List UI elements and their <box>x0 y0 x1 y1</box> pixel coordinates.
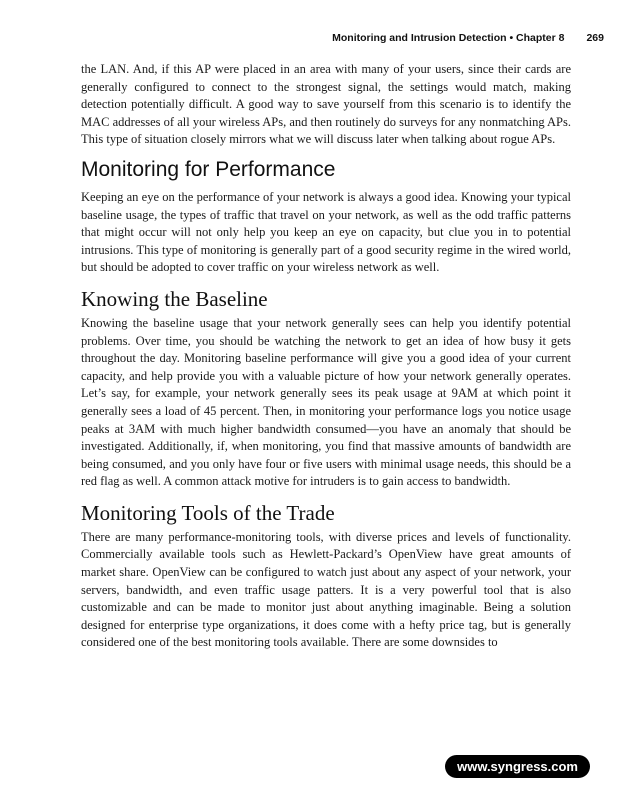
baseline-paragraph: Knowing the baseline usage that your network generally sees can help you identify potential problems. Over time, you should be watching the network to get an idea of how busy it gets throughout the day. Monitoring baseline performance will give you a good idea of your current capacity, and help provide you with a valuable picture of how your network generally operates. Let’s say, for example, your network generally sees its peak usage at 9AM at which point it generally sees a load of 45 percent. Then, in monitoring your performance logs you notice usage peaks at 3AM with much higher bandwidth consumed—you have an anomaly that should be investigated. Additionally, if, when monitoring, you find that massive amounts of bandwidth are being consumed, and you only have four or five users with minimal usage needs, this should be a red flag as well. A common attack motive for intruders is to gain access to bandwidth. <box>81 315 571 489</box>
heading-monitoring-tools: Monitoring Tools of the Trade <box>81 500 335 525</box>
website-url-badge: www.syngress.com <box>445 755 590 778</box>
page-body <box>81 61 571 652</box>
running-head <box>332 32 604 44</box>
tools-paragraph: There are many performance-monitoring tools, with diverse prices and levels of functionality. Commercially available tools such as Hewlett-Packard’s OpenView have great amounts of market share. OpenView can be configured to watch just about any aspect of your network, your servers, bandwidth, and even traffic usage patters. It is a very powerful tool that is also customizable and can be made to monitor just about anything imaginable. Being a solution designed for enterprise type organizations, it does come with a hefty price tag, but is generally considered one of the best monitoring tools available. There are some downsides to <box>81 529 571 650</box>
intro-paragraph: the LAN. And, if this AP were placed in an area with many of your users, since their cards are generally configured to connect to the strongest signal, the settings would match, making detection potentially difficult. A good way to save yourself from this scenario is to identify the MAC addresses of all your wireless APs, and then routinely do surveys for any nonmatching APs. This type of situation closely mirrors what we will discuss later when talking about rogue APs. <box>81 62 571 147</box>
heading-monitoring-for-performance: Monitoring for Performance <box>81 157 336 181</box>
performance-paragraph: Keeping an eye on the performance of your network is always a good idea. Knowing your typical baseline usage, the types of traffic that travel on your network, as well as the odd traffic patterns that might occur will not only help you keep an eye on capacity, but clue you in to potential intrusions. This type of monitoring is generally part of a good security regime in the wired world, but should be adopted to cover traffic on your wireless network as well. <box>81 189 571 275</box>
chapter-title: Monitoring and Intrusion Detection • Chapter 8 <box>332 32 565 44</box>
page-number: 269 <box>586 32 604 44</box>
heading-knowing-the-baseline: Knowing the Baseline <box>81 286 268 311</box>
